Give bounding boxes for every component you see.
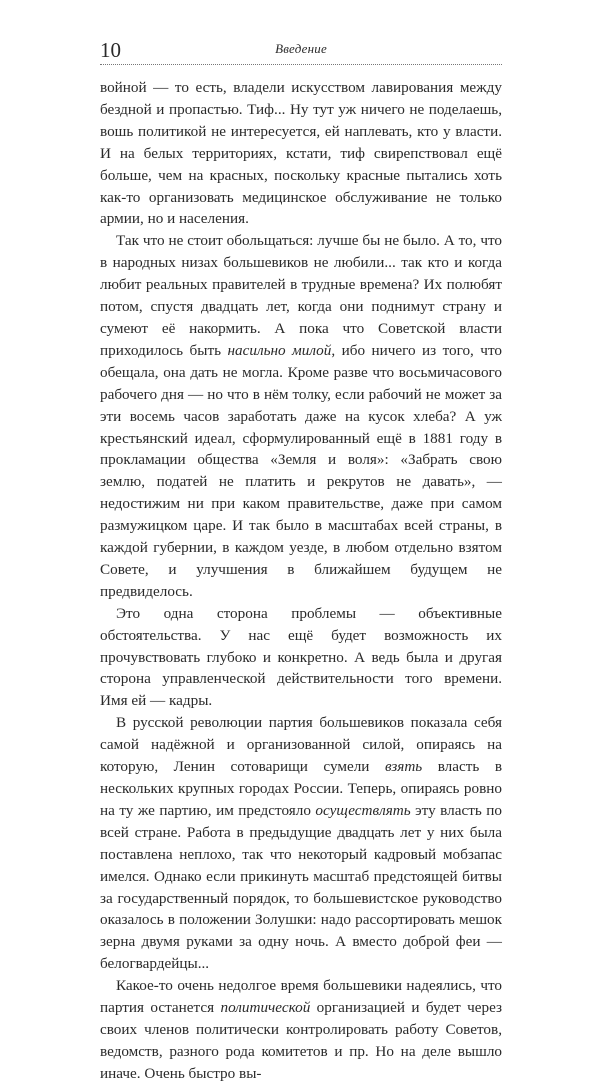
paragraph (100, 712, 502, 975)
page-number: 10 (100, 38, 121, 62)
paragraph-text: Так что не стоит обольщаться: лучше бы не было. А то, что в народных низах большевиков не любили... так кто и когда любит реальных правителей в трудные времена? Их полюбят потом, спустя двадцать лет, когда они поднимут страну и сумеют её накормить. А пока что Советской власти приходилось быть (100, 232, 502, 359)
paragraph-text: Какое-то очень недолгое время большевики надеялись, что партия останется (100, 977, 502, 1017)
paragraph-text: В русской революции партия большевиков показала себя самой надёжной и организованной силой, опираясь на которую, Ленин сотоварищи сумели (100, 714, 502, 776)
running-title: Введение (275, 41, 327, 56)
emphasis-text: насильно милой (227, 341, 332, 359)
paragraph-text: власть в нескольких крупных городах России. Теперь, опираясь ровно на ту же партию, им предстояло (100, 758, 502, 819)
paragraph-text: эту власть по всей стране. Работа в предыдущие двадцать лет у них была поставлена неплохо, так что некоторый кадровый мобзапас имелся. Однако если прикинуть масштаб предстоящей битвы за государственный порядок, то большевистское руководство оказалось в положении Золушки: надо рассортировать мешок зерна двумя руками за одну ночь. А вместо доброй феи — белогвардейцы... (100, 801, 502, 973)
paragraph (100, 603, 502, 713)
emphasis-text: взять (384, 758, 423, 776)
emphasis-text: политической (220, 999, 311, 1017)
paragraph-text: войной — то есть, владели искусством лавирования между бездной и пропастью. Тиф... Ну тут уж ничего не поделаешь, вошь политикой не интересуется, ей наплевать, кто у власти. И на белых территориях, кстати, тиф свирепствовал ещё больше, чем на красных, поскольку красные пытались хоть как-то организовать медицинское обслуживание не только армии, но и населения. (100, 79, 502, 228)
header-divider (100, 64, 502, 65)
paragraph (100, 975, 502, 1085)
emphasis-text: осуществлять (315, 801, 411, 819)
page-header (100, 38, 502, 62)
paragraph-text: Это одна сторона проблемы — объективные обстоятельства. У нас ещё будет возможность их прочувствовать глубоко и конкретно. А ведь была и другая сторона управленческой действительности того времени. Имя ей — кадры. (100, 604, 502, 710)
paragraph (100, 77, 502, 230)
paragraph-text: организацией и будет через своих членов политически контролировать работу Советов, ведомств, разного рода комитетов и пр. Но на деле вышло иначе. Очень быстро вы- (100, 999, 502, 1082)
body-text (100, 77, 502, 1085)
paragraph (100, 230, 502, 602)
paragraph-text: , ибо ничего из того, что обещала, она дать не могла. Кроме разве что восьмичасового рабочего дня — но что в нём толку, если рабочий не может за эти восемь часов заработать даже на кусок хлеба? А уж крестьянский идеал, сформулированный ещё в 1881 году в прокламации общества «Земля и воля»: «Забрать свою землю, податей не платить и рекрутов не давать», — недостижим ни при каком правительстве, даже при самом размужицком царе. И так было в масштабах всей страны, в каждой губернии, в каждом уезде, в любом отдельно взятом Совете, и улучшения в ближайшем будущем не предвиделось. (100, 341, 502, 600)
